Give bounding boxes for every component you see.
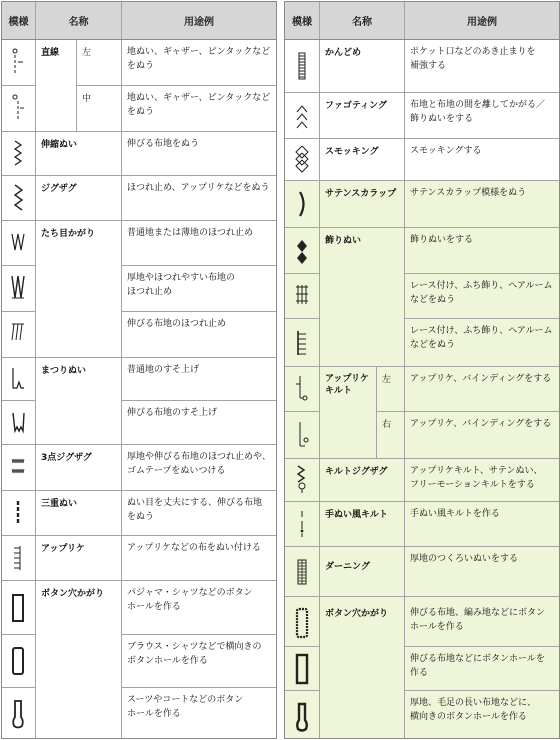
buttonhole-keyhole-icon bbox=[11, 699, 25, 729]
row-name-straight: 直線 bbox=[41, 48, 60, 58]
blind-hem-stitch-icon bbox=[11, 366, 25, 392]
row-name-hand-quilt: 手ぬい風キルト bbox=[325, 510, 388, 520]
row-usage: 伸びる布地、編み地などにボタン ホールを作る bbox=[410, 608, 546, 632]
row-usage: 伸びる布地のほつれ止め bbox=[127, 319, 227, 329]
header-pattern: 模様 bbox=[285, 2, 319, 39]
row-side-right: 右 bbox=[382, 420, 392, 430]
darning-stitch-icon bbox=[295, 558, 309, 586]
three-step-zigzag-icon bbox=[11, 455, 25, 479]
row-usage: 飾りぬいをする bbox=[410, 235, 474, 245]
row-usage: アップリケ、バインディングをする bbox=[410, 374, 552, 384]
row-usage: 手ぬい風キルトを作る bbox=[410, 509, 500, 519]
header-name: 名称 bbox=[319, 2, 404, 39]
buttonhole-round-icon bbox=[11, 647, 25, 675]
row-name-fagoting: ファゴティング bbox=[325, 101, 387, 111]
row-side-left: 左 bbox=[382, 375, 392, 385]
overcast-stretch-stitch-icon bbox=[11, 320, 25, 344]
row-usage: ぬい目を丈夫にする、伸びる布地 をぬう bbox=[127, 498, 263, 522]
row-usage: 伸びる布地などにボタンホールを 作る bbox=[410, 654, 545, 678]
decorative-cross-icon bbox=[295, 284, 309, 308]
row-usage: 普通地または薄地のほつれ止め bbox=[127, 228, 254, 238]
decorative-diamond-icon bbox=[295, 238, 309, 266]
row-usage: パジャマ・シャツなどのボタン ホールを作る bbox=[127, 588, 253, 612]
stretch-stitch-icon bbox=[11, 139, 25, 167]
header-pattern: 模様 bbox=[2, 2, 35, 39]
row-usage: アップリケキルト、サテンぬい、 フリーモーションキルトをする bbox=[410, 466, 543, 490]
row-side-center: 中 bbox=[82, 94, 92, 104]
applique-quilt-right-icon bbox=[295, 420, 309, 450]
row-usage: 伸びる布地のすそ上げ bbox=[127, 408, 218, 418]
row-usage: 伸びる布地をぬう bbox=[127, 139, 200, 149]
row-usage: 布地と布地の間を離してかがる／ 飾りぬいをする bbox=[410, 100, 546, 124]
straight-left-stitch-icon bbox=[11, 48, 25, 76]
bartack-stitch-icon bbox=[295, 52, 309, 80]
zigzag-stitch-icon bbox=[11, 183, 25, 211]
row-usage: レース付け、ふち飾り、ヘアルーム などをぬう bbox=[410, 326, 553, 350]
applique-quilt-left-icon bbox=[295, 374, 309, 404]
row-name-applique-quilt: アップリケ キルト bbox=[325, 374, 369, 396]
row-usage: 厚地や伸びる布地のほつれ止めや、 ゴムテープをぬいつける bbox=[127, 452, 271, 476]
row-name-smocking: スモッキング bbox=[325, 147, 379, 157]
applique-stitch-icon bbox=[11, 544, 25, 572]
row-name-satin-scallop: サテンスカラップ bbox=[325, 189, 397, 199]
header-usage: 用途例 bbox=[121, 2, 276, 39]
overcast-heavy-stitch-icon bbox=[11, 274, 25, 300]
stitch-table-left bbox=[1, 1, 277, 739]
row-usage: ブラウス・シャツなどで横向きの ボタンホールを作る bbox=[127, 642, 262, 666]
row-name-buttonhole: ボタン穴かがり bbox=[41, 589, 105, 599]
header-name: 名称 bbox=[35, 2, 121, 39]
fagoting-stitch-icon bbox=[295, 102, 309, 130]
straight-center-stitch-icon bbox=[11, 94, 25, 122]
row-name-triple: 三重ぬい bbox=[41, 499, 78, 509]
quilt-zigzag-icon bbox=[295, 464, 309, 494]
satin-scallop-stitch-icon bbox=[295, 190, 309, 218]
row-name-bartack: かんどめ bbox=[325, 48, 362, 58]
row-usage: サテンスカラップ模様をぬう bbox=[410, 188, 527, 198]
stitch-table-right bbox=[284, 1, 560, 739]
row-name-blind-hem: まつりぬい bbox=[41, 366, 87, 376]
hand-look-quilt-icon bbox=[295, 509, 309, 539]
row-name-overcast: たち目かがり bbox=[41, 229, 96, 239]
row-usage: ポケット口などのあき止まりを 補強する bbox=[410, 47, 536, 71]
row-name-applique: アップリケ bbox=[41, 544, 85, 554]
row-usage: 普通地のすそ上げ bbox=[127, 365, 200, 375]
row-usage: 厚地やほつれやすい布地の ほつれ止め bbox=[127, 273, 236, 297]
row-usage: アップリケ、バインディングをする bbox=[410, 419, 552, 429]
row-usage: 厚地、毛足の長い布地などに、 横向きのボタンホールを作る bbox=[410, 698, 537, 722]
overcast-stitch-icon bbox=[11, 230, 25, 254]
decorative-comb-icon bbox=[295, 329, 309, 357]
row-usage: スモッキングする bbox=[410, 146, 482, 156]
row-name-decorative: 飾りぬい bbox=[325, 236, 362, 246]
row-name-quilt-zigzag: キルトジグザグ bbox=[325, 467, 388, 477]
row-usage: ほつれ止め、アップリケなどをぬう bbox=[127, 183, 270, 193]
row-usage: 厚地のつくろいぬいをする bbox=[410, 554, 519, 564]
row-name-zigzag: ジグザグ bbox=[41, 184, 77, 194]
row-name-buttonhole: ボタン穴かがり bbox=[325, 609, 389, 619]
smocking-stitch-icon bbox=[295, 145, 309, 173]
row-usage: スーツやコートなどのボタン ホールを作る bbox=[127, 695, 244, 719]
row-usage: 地ぬい、ギャザー、ピンタックなど をぬう bbox=[127, 93, 271, 117]
row-usage: レース付け、ふち飾り、ヘアルーム などをぬう bbox=[410, 281, 553, 305]
row-usage: アップリケなどの布をぬい付ける bbox=[127, 543, 261, 553]
header-usage: 用途例 bbox=[404, 2, 559, 39]
row-name-stretch: 伸縮ぬい bbox=[41, 140, 78, 150]
buttonhole-stretch-square-icon bbox=[295, 654, 309, 684]
buttonhole-keyhole-heavy-icon bbox=[295, 702, 309, 732]
row-side-left: 左 bbox=[82, 48, 92, 58]
row-name-three-step: 3点ジグザグ bbox=[41, 453, 92, 463]
row-usage: 地ぬい、ギャザー、ピンタックなど をぬう bbox=[127, 47, 271, 71]
blind-hem-stretch-stitch-icon bbox=[11, 409, 25, 435]
buttonhole-stretch-icon bbox=[295, 608, 309, 638]
triple-stitch-icon bbox=[11, 499, 25, 527]
row-name-darning: ダーニング bbox=[325, 562, 370, 572]
buttonhole-square-icon bbox=[11, 594, 25, 622]
